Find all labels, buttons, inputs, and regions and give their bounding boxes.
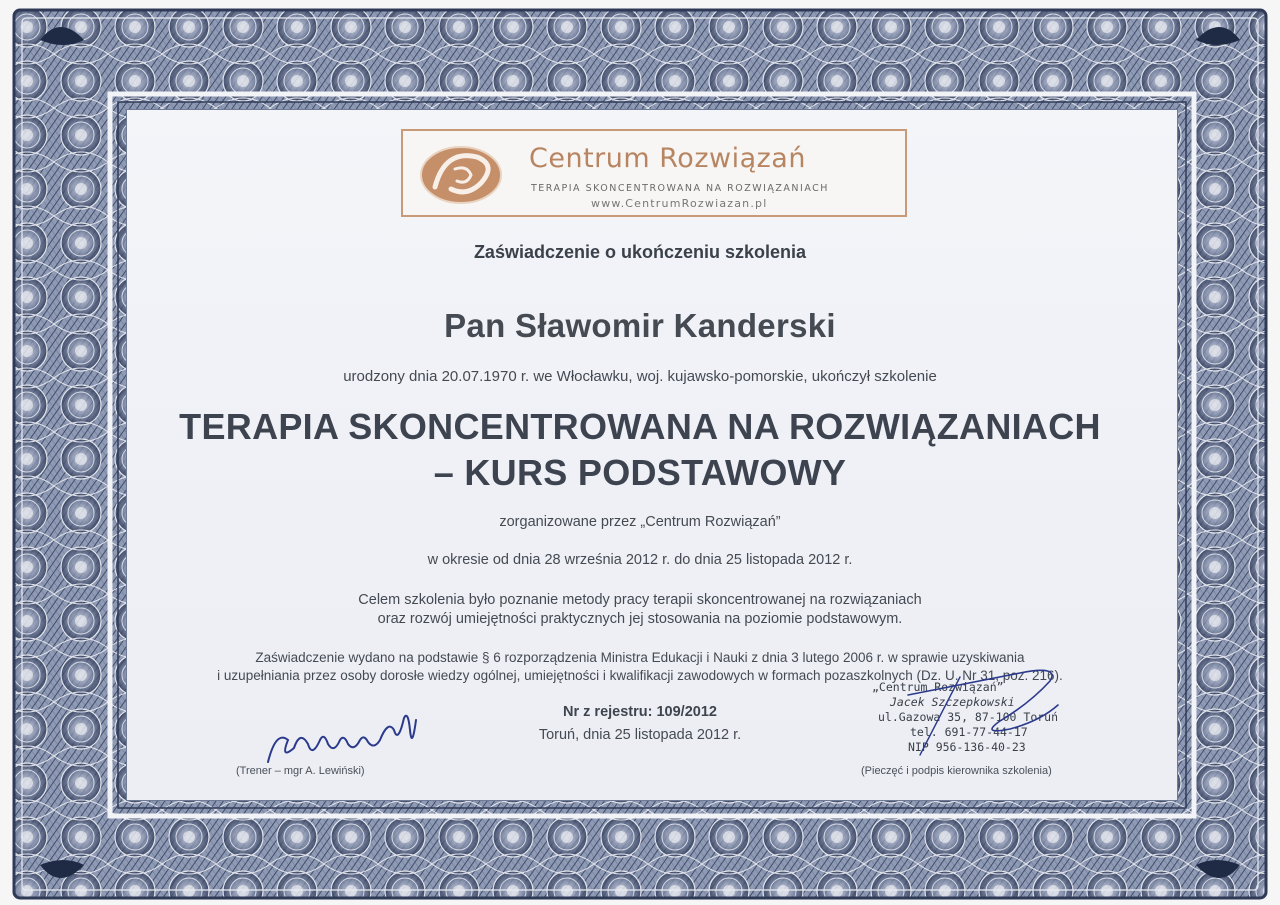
director-signature (900, 655, 1070, 765)
stamp-caption: (Pieczęć i podpis kierownika szkolenia) (861, 765, 1052, 777)
goal-line-2: oraz rozwój umiejętności praktycznych jej stosowania na poziomie podstawowym. (377, 611, 903, 627)
registry-number: Nr z rejestru: 109/2012 (563, 704, 717, 720)
period-line: w okresie od dnia 28 września 2012 r. do dnia 25 listopada 2012 r. (427, 552, 853, 568)
stamp-person: Jacek Szczepkowski (890, 695, 1015, 709)
course-title-line-1: TERAPIA SKONCENTROWANA NA ROZWIĄZANIACH (179, 406, 1101, 447)
birth-details: urodzony dnia 20.07.1970 r. we Włocławku, woj. kujawsko-pomorskie, ukończył szkolenie (343, 368, 937, 385)
stamp-address: ul.Gazowa 35, 87-100 Toruń (878, 710, 1059, 724)
document-title: Zaświadczenie o ukończeniu szkolenia (473, 242, 807, 262)
place-and-date: Toruń, dnia 25 listopada 2012 r. (538, 727, 742, 743)
legal-basis-line-1: Zaświadczenie wydano na podstawie § 6 rozporządzenia Ministra Edukacji i Nauki z dnia 3 lutego 2006 r. w sprawie uzyskiwania (255, 650, 1025, 665)
organizer-line: zorganizowane przez „Centrum Rozwiązań” (499, 514, 781, 530)
legal-basis-line-2: i uzupełniania przez osoby dorosłe wiedzy ogólnej, umiejętności i kwalifikacji zawodowych w formach pozaszkolnych (Dz. U. Nr 31, poz. 216). (217, 668, 1063, 683)
course-title-line-2: – KURS PODSTAWOWY (433, 452, 847, 493)
goal-line-1: Celem szkolenia było poznanie metody pracy terapii skoncentrowanej na rozwiązaniach (358, 592, 922, 608)
logo-title: Centrum Rozwiązań (529, 143, 806, 174)
stamp-nip: NIP 956-136-40-23 (908, 740, 1026, 754)
organization-logo (401, 129, 907, 217)
recipient-name: Pan Sławomir Kanderski (444, 307, 836, 344)
logo-swirl-icon (415, 139, 507, 209)
stamp-phone: tel. 691-77-44-17 (910, 725, 1028, 739)
trainer-caption: (Trener – mgr A. Lewiński) (236, 765, 365, 777)
stamp-org: „Centrum Rozwiązań” (872, 680, 1004, 694)
logo-subtitle: TERAPIA SKONCENTROWANA NA ROZWIĄZANIACH (531, 183, 829, 194)
logo-url: www.CentrumRozwiazan.pl (591, 197, 768, 210)
